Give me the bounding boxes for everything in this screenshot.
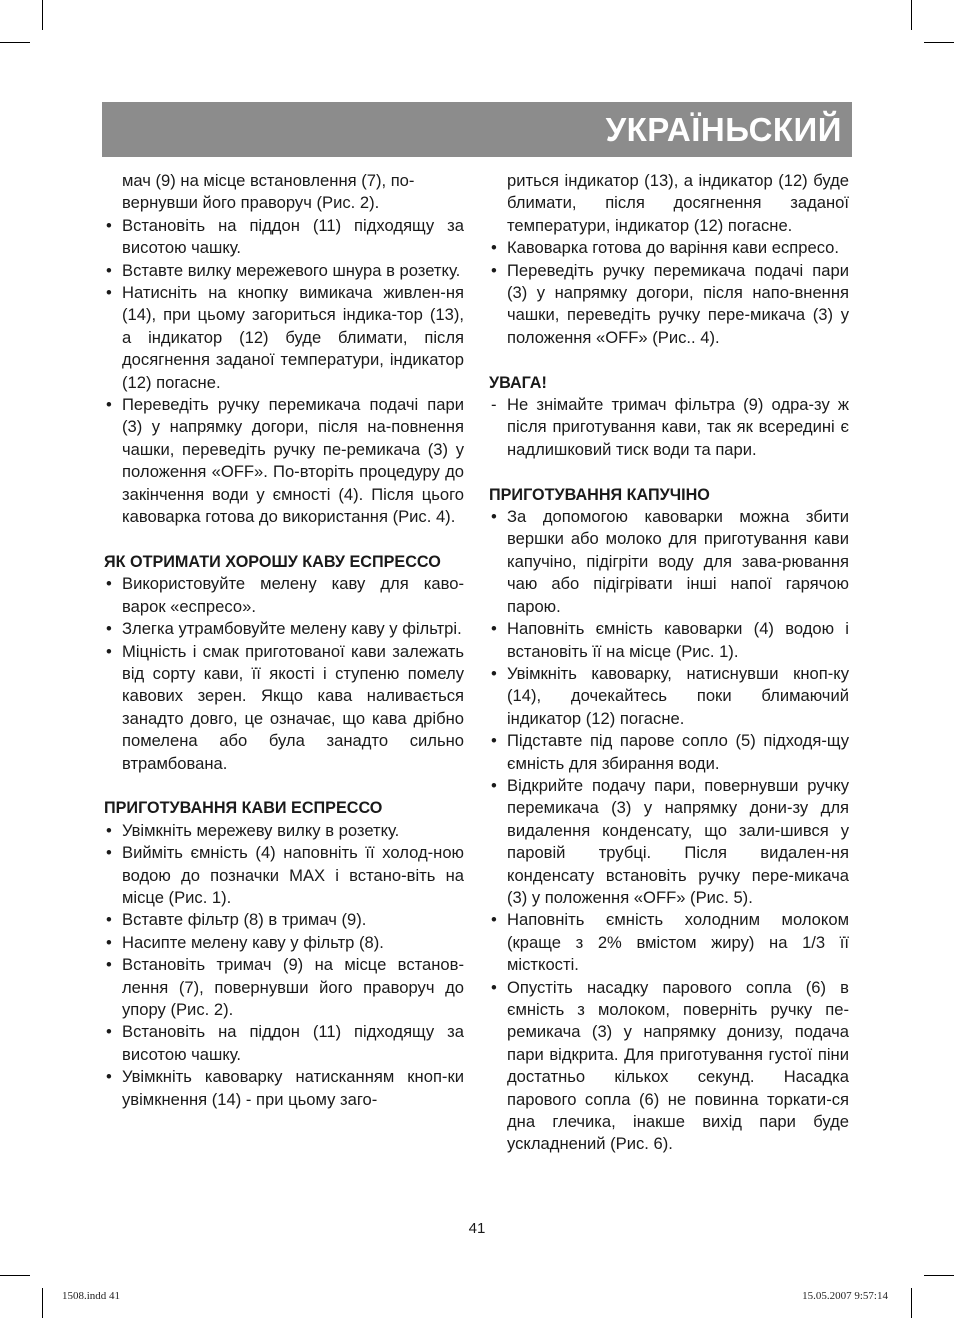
- crop-mark: [0, 42, 30, 43]
- bullet-mark: •: [491, 775, 497, 795]
- list-item-text: Встановіть тримач (9) на місце встанов-лення (7), повернувши його праворуч до упору (Рис. 2).: [122, 955, 464, 1019]
- list-item: [489, 618, 849, 663]
- list-item: [104, 820, 464, 842]
- list-item-text: Кавоварка готова до варіння кави еспресо.: [507, 238, 840, 258]
- warning-text: Не знімайте тримач фільтра (9) одра-зу ж після приготування кави, так як всередині є надлишковий тиск води та пари.: [507, 395, 849, 459]
- section-heading-cappuccino: ПРИГОТУВАННЯ КАПУЧІНО: [489, 485, 710, 504]
- bullet-mark: •: [106, 215, 112, 235]
- list-item: [104, 641, 464, 775]
- crop-mark: [924, 42, 954, 43]
- list-item-text: Відкрийте подачу пари, повернувши ручку перемикача (3) у напрямку дони-зу для видалення конденсату, що зали-шився у паровій трубці. Після видален-ня конденсату встановіть ручку пере-микача (3) у положення «OFF» (Рис. 5).: [507, 775, 849, 907]
- list-item: [104, 1066, 464, 1111]
- continued-line: мач (9) на місце встановлення (7), по-: [122, 171, 415, 190]
- list-item-text: За допомогою кавоварки можна збити вершки або молоко для приготування кави капучіно, підігріти воду для зава-рювання чаю або підігрівати інші напої гарячою парою.: [507, 507, 849, 616]
- continued-line: вернувши його праворуч (Рис. 2).: [122, 193, 380, 213]
- bullet-list: [104, 820, 464, 1111]
- list-item: [104, 618, 464, 640]
- list-item: [489, 260, 849, 350]
- warning-item: [489, 394, 849, 461]
- bullet-mark: •: [491, 238, 497, 258]
- crop-mark: [924, 1275, 954, 1276]
- list-item: [104, 260, 464, 282]
- left-column: [104, 170, 464, 1111]
- list-item: [489, 663, 849, 730]
- crop-mark: [911, 0, 912, 30]
- list-item-text: Переведіть ручку перемикача подачі пари (3) у напрямку догори, після напо-внення чашки, переведіть ручку пере-микача (3) у положення «OFF» (Рис.. 4).: [507, 260, 849, 347]
- list-item: [489, 237, 849, 259]
- bullet-list: [104, 215, 464, 529]
- bullet-mark: •: [106, 932, 112, 952]
- warning-heading: УВАГА!: [489, 373, 547, 392]
- list-item-text: Міцність і смак приготованої кави залежать від сорту кави, її якості і ступеню помелу кавових зерен. Якщо кава наливається занадто довго, це означає, що кава дрібно помелена або була занадто сильно втрамбована.: [122, 641, 464, 773]
- continued-text: риться індикатор (13), а індикатор (12) буде блимати, після досягнення заданої температури, індикатор (12) погасне.: [507, 171, 849, 235]
- list-item: [104, 573, 464, 618]
- list-item-text: Вставте вилку мережевого шнура в розетку.: [122, 260, 461, 280]
- list-item-text: Опустіть насадку парового сопла (6) в ємність з молоком, поверніть ручку пе-ремикача (3) у напрямку донизу, подача пари відкрита. Для приготування густої піни достатньо кількох секунд. Насадка парового сопла (6) не повинна торкати-ся дна глечика, інакше вихід пари буде ускладнений (Рис. 6).: [507, 977, 849, 1154]
- list-item: [104, 215, 464, 260]
- bullet-mark: •: [106, 910, 112, 930]
- list-item: [489, 977, 849, 1156]
- crop-mark: [0, 1275, 30, 1276]
- bullet-mark: •: [491, 507, 497, 527]
- list-item: [104, 909, 464, 931]
- list-item-text: Увімкніть мережеву вилку в розетку.: [122, 820, 400, 840]
- bullet-mark: •: [106, 820, 112, 840]
- file-slug: 1508.indd 41: [62, 1290, 121, 1302]
- list-item-text: Вставте фільтр (8) в тримач (9).: [122, 910, 367, 930]
- bullet-mark: •: [106, 843, 112, 863]
- page-number: 41: [468, 1220, 486, 1237]
- dash-mark: -: [491, 395, 497, 415]
- bullet-list: [104, 573, 464, 775]
- list-item: [104, 954, 464, 1021]
- section-heading-good-espresso: ЯК ОТРИМАТИ ХОРОШУ КАВУ ЕСПРЕССО: [104, 552, 441, 571]
- language-title: УКРАЇНЬСКИЙ: [605, 111, 842, 148]
- language-banner: [102, 102, 852, 157]
- bullet-mark: •: [106, 619, 112, 639]
- bullet-mark: •: [106, 1067, 112, 1087]
- bullet-list: [489, 506, 849, 1156]
- list-item-text: Переведіть ручку перемикача подачі пари (3) у напрямку догори, після на-повнення чашки, переведіть ручку пе-ремикача (3) у положення «OFF». По-вторіть процедуру до закінчення води у ємності (4). Після цього кавоварка готова до використання (Рис. 4).: [122, 395, 464, 527]
- list-item: [489, 730, 849, 775]
- list-item-text: Вийміть ємність (4) наповніть її холод-ною водою до позначки MAX і встано-віть на місце (Рис. 1).: [122, 843, 464, 907]
- list-item-text: Використовуйте мелену каву для каво-варок «еспресо».: [122, 574, 464, 616]
- list-item: [489, 775, 849, 909]
- list-item-text: Злегка утрамбовуйте мелену каву у фільтрі.: [122, 619, 462, 639]
- list-item-text: Увімкніть кавоварку натисканням кноп-ки увімкнення (14) - при цьому заго-: [122, 1067, 464, 1109]
- bullet-mark: •: [106, 955, 112, 975]
- continued-text: [104, 170, 464, 215]
- bullet-mark: •: [491, 910, 497, 930]
- bullet-mark: •: [491, 977, 497, 997]
- bullet-mark: •: [491, 731, 497, 751]
- list-item-text: Встановіть на піддон (11) підходящу за висотою чашку.: [122, 215, 464, 258]
- date-slug: 15.05.2007 9:57:14: [802, 1290, 888, 1302]
- list-item: [104, 394, 464, 528]
- right-column: [489, 170, 849, 1156]
- crop-mark: [911, 1288, 912, 1318]
- list-item: [489, 909, 849, 976]
- list-item-text: Наповніть ємність кавоварки (4) водою і встановіть її на місце (Рис. 1).: [507, 619, 849, 661]
- bullet-mark: •: [491, 260, 497, 280]
- list-item-text: Натисніть на кнопку вимикача живлен-ня (14), при цьому загориться індика-тор (13), а індикатор (12) буде блимати, після досягнення заданої температури, індикатор (12) погасне.: [122, 283, 464, 392]
- list-item: [104, 282, 464, 394]
- list-item-text: Насипте мелену каву у фільтр (8).: [122, 932, 384, 952]
- list-item-text: Наповніть ємність холодним молоком (краще з 2% вмістом жиру) на 1/3 її місткості.: [507, 910, 849, 975]
- list-item: [489, 506, 849, 618]
- list-item-text: Встановіть на піддон (11) підходящу за висотою чашку.: [122, 1022, 464, 1064]
- bullet-mark: •: [106, 574, 112, 594]
- bullet-mark: •: [491, 619, 497, 639]
- list-item: [104, 1021, 464, 1066]
- list-item: [104, 842, 464, 909]
- bullet-mark: •: [106, 260, 112, 280]
- bullet-mark: •: [106, 1022, 112, 1042]
- bullet-mark: •: [106, 395, 112, 415]
- list-item-text: Підставте під парове сопло (5) підходя-щу ємність для збирання води.: [507, 731, 849, 773]
- section-heading-espresso-preparation: ПРИГОТУВАННЯ КАВИ ЕСПРЕССО: [104, 799, 383, 818]
- list-item: [104, 932, 464, 954]
- list-item-text: Увімкніть кавоварку, натиснувши кноп-ку (14), дочекайтесь поки блимаючий індикатор (12) погасне.: [507, 663, 849, 728]
- bullet-mark: •: [106, 641, 112, 661]
- bullet-mark: •: [491, 663, 497, 683]
- bullet-mark: •: [106, 283, 112, 303]
- crop-mark: [42, 1288, 43, 1318]
- crop-mark: [42, 0, 43, 30]
- bullet-list: [489, 237, 849, 349]
